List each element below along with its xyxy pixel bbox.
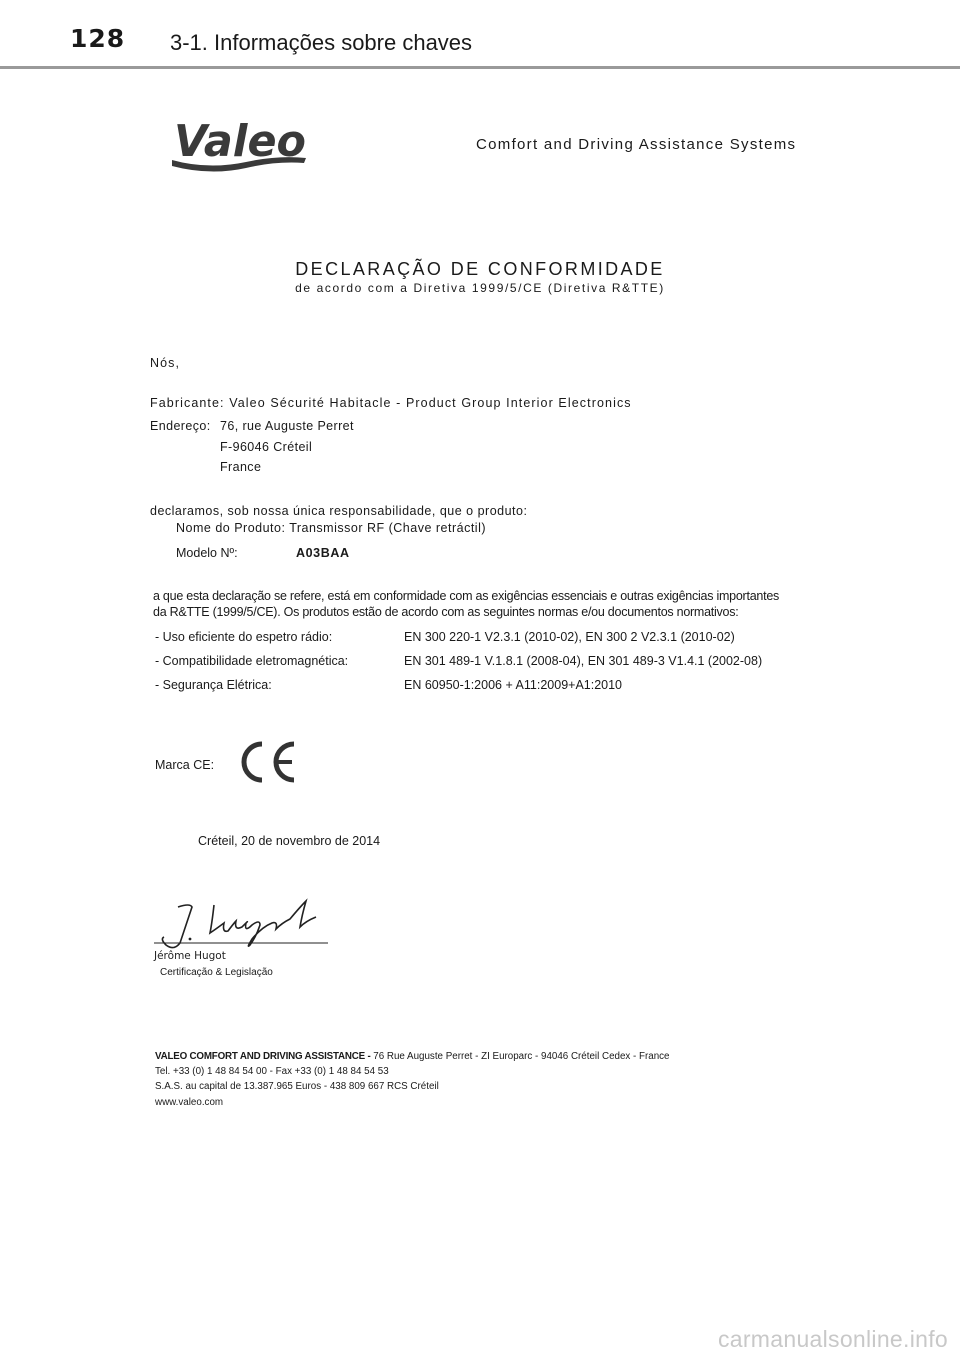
norm-value: EN 60950-1:2006 + A11:2009+A1:2010: [404, 678, 623, 692]
address-line: 76, rue Auguste Perret: [220, 419, 354, 433]
norm-label: - Compatibilidade eletromagnética:: [155, 654, 349, 668]
conformity-text: da R&TTE (1999/5/CE). Os produtos estão de acordo com as seguintes normas e/ou documentos normativos:: [153, 605, 739, 619]
company-subtitle: Comfort and Driving Assistance Systems: [476, 136, 797, 153]
model-label: Modelo Nº:: [176, 546, 238, 560]
page-number: 128: [70, 24, 126, 53]
footer-address: 76 Rue Auguste Perret - ZI Europarc - 94046 Créteil Cedex - France: [370, 1051, 670, 1062]
footer-company: VALEO COMFORT AND DRIVING ASSISTANCE -: [155, 1051, 371, 1062]
footer-address-line: [155, 1049, 670, 1064]
address-line: F-96046 Créteil: [220, 440, 313, 454]
ce-label: Marca CE:: [155, 758, 215, 772]
declaration-statement: declaramos, sob nossa única responsabilidade, que o produto:: [150, 504, 528, 518]
footer-phone: Tel. +33 (0) 1 48 84 54 00 - Fax +33 (0) 1 48 84 54 53: [155, 1066, 389, 1078]
conformity-text: a que esta declaração se refere, está em conformidade com as exigências essenciais e outras exigências importantes: [153, 589, 780, 603]
svg-text:Jérôme Hugot: Jérôme Hugot: [154, 950, 226, 962]
footer-capital: S.A.S. au capital de 13.387.965 Euros - 438 809 667 RCS Créteil: [155, 1081, 439, 1093]
manufacturer-line: Fabricante: Valeo Sécurité Habitacle - Product Group Interior Electronics: [150, 396, 632, 410]
page-header: [0, 0, 960, 69]
norm-row: [155, 678, 623, 692]
section-title: 3-1. Informações sobre chaves: [170, 30, 473, 55]
address-line: France: [220, 460, 262, 474]
ce-mark-icon: [240, 740, 300, 784]
place-date: Créteil, 20 de novembro de 2014: [198, 834, 381, 848]
company-footer: [155, 1049, 670, 1110]
signature-role: Certificação & Legislação: [160, 967, 273, 978]
norm-row: [155, 654, 763, 668]
watermark: carmanualsonline.info: [717, 1326, 948, 1352]
norm-value: EN 300 220-1 V2.3.1 (2010-02), EN 300 2 V2.3.1 (2010-02): [404, 630, 735, 644]
norm-label: - Segurança Elétrica:: [155, 678, 272, 692]
declaration-subtitle: de acordo com a Diretiva 1999/5/CE (Diretiva R&TTE): [295, 281, 665, 295]
norm-row: [155, 630, 735, 644]
norm-label: - Uso eficiente do espetro rádio:: [155, 630, 333, 644]
product-name: Nome do Produto: Transmissor RF (Chave retráctil): [176, 521, 487, 535]
norm-value: EN 301 489-1 V.1.8.1 (2008-04), EN 301 489-3 V1.4.1 (2002-08): [404, 654, 763, 668]
model-value: A03BAA: [296, 546, 350, 560]
address-label: Endereço:: [150, 419, 211, 433]
declaration-title: DECLARAÇÃO DE CONFORMIDADE: [295, 259, 665, 279]
signature-image: [150, 893, 330, 963]
valeo-logo: [168, 108, 313, 180]
svg-text:Valeo: Valeo: [174, 116, 306, 167]
we-text: Nós,: [150, 356, 181, 370]
footer-website[interactable]: www.valeo.com: [155, 1096, 224, 1108]
